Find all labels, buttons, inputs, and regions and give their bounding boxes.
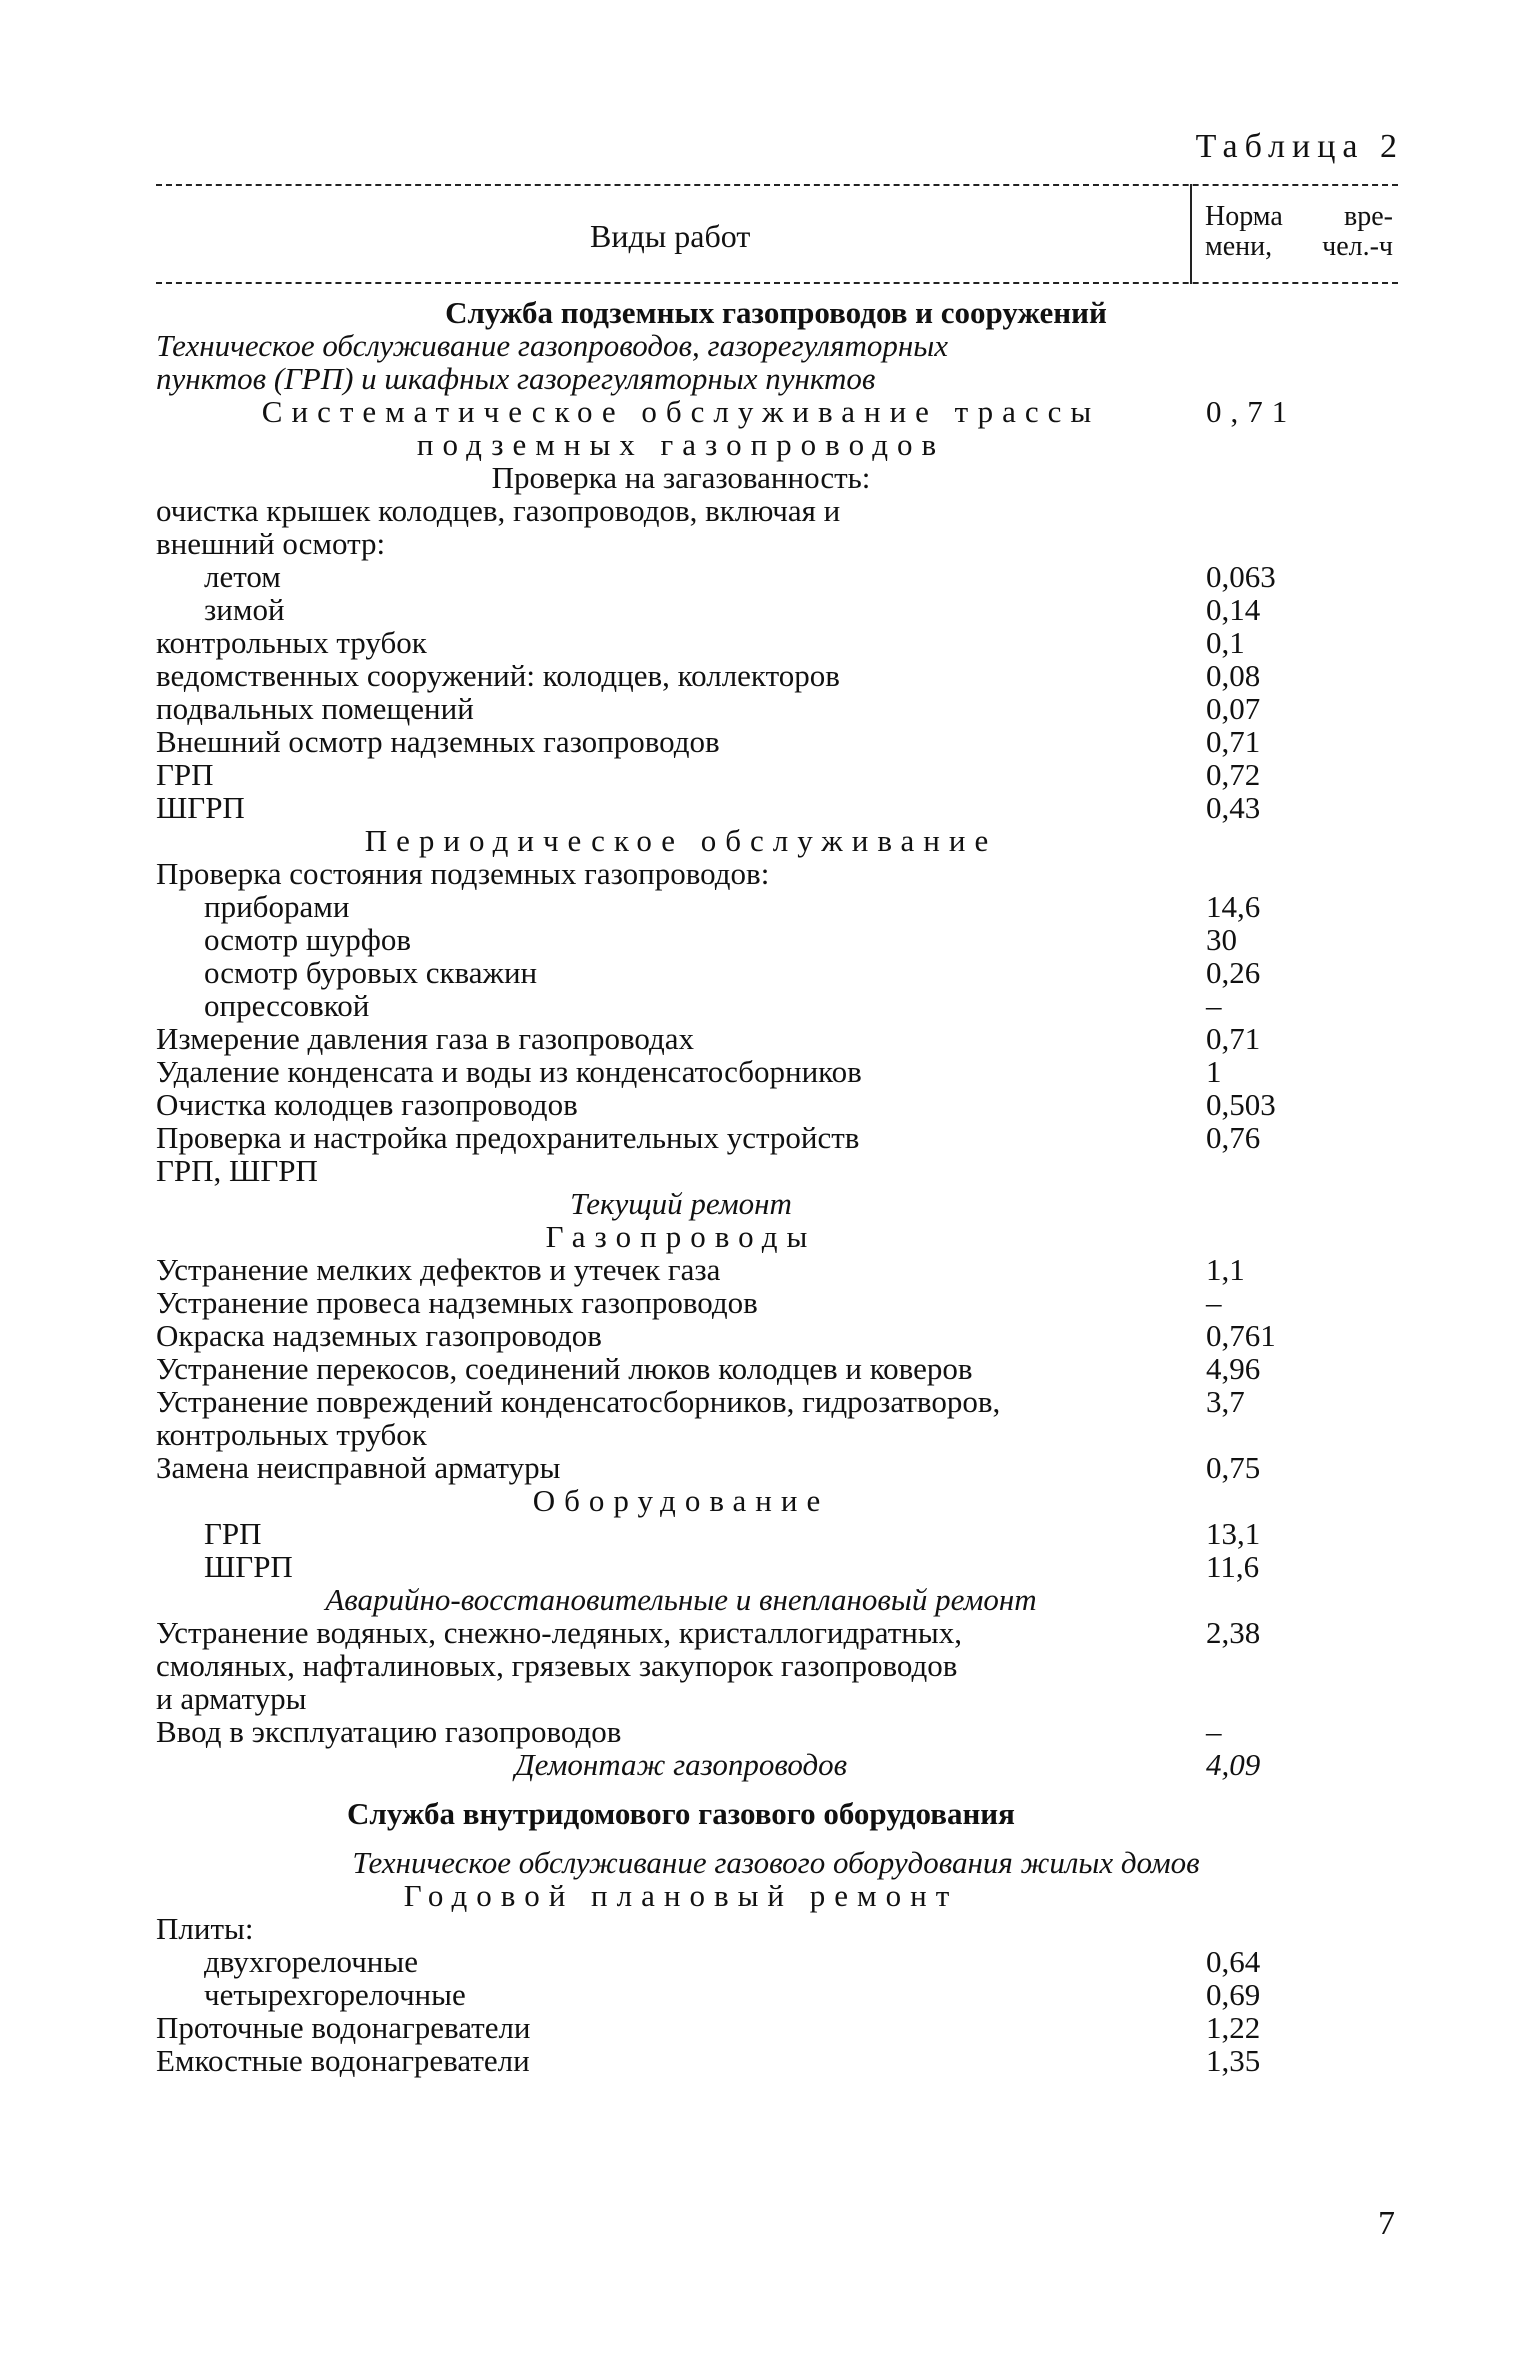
work-description: Газопроводы xyxy=(545,1219,817,1254)
work-description: Периодическое обслуживание xyxy=(364,823,998,858)
table-row xyxy=(156,1945,1396,1978)
table-row xyxy=(156,824,1396,857)
work-description: контрольных трубок xyxy=(156,1417,427,1452)
time-norm-value: 30 xyxy=(1206,922,1237,957)
table-row xyxy=(156,2011,1396,2044)
time-norm-value: – xyxy=(1206,1285,1222,1320)
table-row xyxy=(156,1517,1396,1550)
time-norm-value: 0,75 xyxy=(1206,1450,1261,1485)
work-description: контрольных трубок xyxy=(156,625,427,660)
work-description: Техническое обслуживание газопроводов, газорегуляторных xyxy=(156,328,948,363)
table-row xyxy=(156,395,1396,428)
table-row xyxy=(156,1022,1396,1055)
table-row xyxy=(156,428,1396,461)
table-row xyxy=(156,296,1396,329)
table-title: Таблица 2 xyxy=(1195,128,1404,165)
time-norm-value: – xyxy=(1206,1714,1222,1749)
header-top-rule xyxy=(156,184,1398,186)
work-description: Проверка и настройка предохранительных устройств xyxy=(156,1120,860,1155)
table-row xyxy=(156,2044,1396,2077)
table-row xyxy=(156,1088,1396,1121)
work-description: подземных газопроводов xyxy=(416,427,946,462)
time-norm-value: 0,69 xyxy=(1206,1977,1261,2012)
time-norm-value: 1 xyxy=(1206,1054,1222,1089)
time-norm-value: 1,22 xyxy=(1206,2010,1261,2045)
work-description: Проверка состояния подземных газопроводов: xyxy=(156,856,770,891)
work-description: Оборудование xyxy=(532,1483,830,1518)
table-row xyxy=(156,1385,1396,1418)
table-row xyxy=(156,1352,1396,1385)
time-norm-value: 1,1 xyxy=(1206,1252,1245,1287)
work-description: пунктов (ГРП) и шкафных газорегуляторных пунктов xyxy=(156,361,876,396)
work-description: зимой xyxy=(204,592,285,627)
work-description: Устранение перекосов, соединений люков колодцев и коверов xyxy=(156,1351,973,1386)
table-row xyxy=(156,1715,1396,1748)
table-row xyxy=(156,890,1396,923)
header-norm-label xyxy=(1205,202,1393,262)
time-norm-value: 0,08 xyxy=(1206,658,1261,693)
table-row xyxy=(156,1220,1396,1253)
work-description: Годовой плановый ремонт xyxy=(403,1878,959,1913)
table-row xyxy=(156,1912,1396,1945)
table-row xyxy=(156,1121,1396,1154)
work-description: Окраска надземных газопроводов xyxy=(156,1318,602,1353)
time-norm-value: 0,063 xyxy=(1206,559,1276,594)
table-row xyxy=(156,626,1396,659)
table-row xyxy=(156,1451,1396,1484)
work-description: Устранение водяных, снежно-ледяных, кристаллогидратных, xyxy=(156,1615,962,1650)
table-body xyxy=(156,296,1396,2077)
work-description: Устранение повреждений конденсатосборников, гидрозатворов, xyxy=(156,1384,1001,1419)
work-description: ГРП, ШГРП xyxy=(156,1153,318,1188)
work-description: Служба внутридомового газового оборудования xyxy=(347,1796,1015,1831)
work-description: Проточные водонагреватели xyxy=(156,2010,531,2045)
table-row xyxy=(156,362,1396,395)
table-row xyxy=(156,1187,1396,1220)
table-row xyxy=(156,725,1396,758)
time-norm-value: 0,1 xyxy=(1206,625,1245,660)
work-description: Демонтаж газопроводов xyxy=(514,1747,848,1782)
work-description: Аварийно-восстановительные и внеплановый ремонт xyxy=(325,1582,1037,1617)
table-row xyxy=(156,1286,1396,1319)
time-norm-value: 2,38 xyxy=(1206,1615,1261,1650)
table-row xyxy=(156,857,1396,890)
work-description: опрессовкой xyxy=(204,988,370,1023)
table-row xyxy=(156,329,1396,362)
table-row xyxy=(156,461,1396,494)
time-norm-value: 0,71 xyxy=(1206,1021,1261,1056)
work-description: осмотр шурфов xyxy=(204,922,412,957)
work-description: смоляных, нафталиновых, грязевых закупорок газопроводов xyxy=(156,1648,958,1683)
time-norm-value: 0,761 xyxy=(1206,1318,1276,1353)
time-norm-value: 3,7 xyxy=(1206,1384,1245,1419)
time-norm-value: 0,503 xyxy=(1206,1087,1276,1122)
table-row xyxy=(156,791,1396,824)
time-norm-value: 0,71 xyxy=(1206,394,1297,429)
time-norm-value: 0,43 xyxy=(1206,790,1261,825)
time-norm-value: 1,35 xyxy=(1206,2043,1261,2078)
table-row xyxy=(156,989,1396,1022)
table-row xyxy=(156,1846,1396,1879)
table-row xyxy=(156,1583,1396,1616)
table-row xyxy=(156,1154,1396,1187)
work-description: Измерение давления газа в газопроводах xyxy=(156,1021,695,1056)
work-description: двухгорелочные xyxy=(204,1944,418,1979)
table-row xyxy=(156,1550,1396,1583)
header-works-label: Виды работ xyxy=(590,218,751,254)
header-column-divider xyxy=(1190,184,1192,284)
table-row xyxy=(156,1253,1396,1286)
time-norm-value: 0,64 xyxy=(1206,1944,1261,1979)
time-norm-value: – xyxy=(1206,988,1222,1023)
table-row xyxy=(156,659,1396,692)
work-description: ГРП xyxy=(156,757,214,792)
time-norm-value: 4,09 xyxy=(1206,1747,1261,1782)
table-row xyxy=(156,1484,1396,1517)
work-description: очистка крышек колодцев, газопроводов, включая и xyxy=(156,493,841,528)
work-description: Плиты: xyxy=(156,1911,254,1946)
header-norm-line2-a: мени, xyxy=(1205,231,1273,262)
work-description: Замена неисправной арматуры xyxy=(156,1450,561,1485)
work-description: Устранение провеса надземных газопроводов xyxy=(156,1285,758,1320)
table-row xyxy=(156,494,1396,527)
work-description: Ввод в эксплуатацию газопроводов xyxy=(156,1714,622,1749)
time-norm-value: 0,14 xyxy=(1206,592,1261,627)
work-description: ГРП xyxy=(204,1516,262,1551)
work-description: Устранение мелких дефектов и утечек газа xyxy=(156,1252,721,1287)
table-row xyxy=(156,1055,1396,1088)
work-description: Техническое обслуживание газового оборудования жилых домов xyxy=(352,1845,1200,1880)
time-norm-value: 0,26 xyxy=(1206,955,1261,990)
work-description: и арматуры xyxy=(156,1681,307,1716)
spacer-row xyxy=(156,1781,1396,1797)
time-norm-value: 0,72 xyxy=(1206,757,1261,792)
table-row xyxy=(156,923,1396,956)
table-row xyxy=(156,1682,1396,1715)
header-norm-line1-b: вре- xyxy=(1344,201,1393,232)
header-norm-line2-b: чел.-ч xyxy=(1322,231,1393,262)
spacer-row xyxy=(156,1830,1396,1846)
time-norm-value: 0,76 xyxy=(1206,1120,1261,1155)
work-description: подвальных помещений xyxy=(156,691,474,726)
work-description: осмотр буровых скважин xyxy=(204,955,538,990)
table-row xyxy=(156,1418,1396,1451)
work-description: четырехгорелочные xyxy=(204,1977,466,2012)
table-row xyxy=(156,593,1396,626)
work-description: Служба подземных газопроводов и сооружений xyxy=(445,295,1107,330)
work-description: летом xyxy=(204,559,281,594)
time-norm-value: 0,71 xyxy=(1206,724,1261,759)
time-norm-value: 11,6 xyxy=(1206,1549,1260,1584)
time-norm-value: 14,6 xyxy=(1206,889,1261,924)
work-description: Очистка колодцев газопроводов xyxy=(156,1087,578,1122)
header-bottom-rule xyxy=(156,282,1398,284)
table-row xyxy=(156,527,1396,560)
work-description: Внешний осмотр надземных газопроводов xyxy=(156,724,720,759)
page-number: 7 xyxy=(1378,2205,1395,2242)
work-description: Систематическое обслуживание трассы xyxy=(261,394,1101,429)
time-norm-value: 13,1 xyxy=(1206,1516,1261,1551)
work-description: Проверка на загазованность: xyxy=(491,460,871,495)
work-description: Емкостные водонагреватели xyxy=(156,2043,530,2078)
header-norm-line1-a: Норма xyxy=(1205,201,1283,232)
table-row xyxy=(156,1748,1396,1781)
table-row xyxy=(156,692,1396,725)
time-norm-value: 0,07 xyxy=(1206,691,1261,726)
work-description: ШГРП xyxy=(156,790,245,825)
table-row xyxy=(156,560,1396,593)
work-description: внешний осмотр: xyxy=(156,526,386,561)
time-norm-value: 4,96 xyxy=(1206,1351,1261,1386)
table-row xyxy=(156,1319,1396,1352)
work-description: Удаление конденсата и воды из конденсатосборников xyxy=(156,1054,862,1089)
table-row xyxy=(156,1797,1396,1830)
table-row xyxy=(156,956,1396,989)
table-row xyxy=(156,1616,1396,1649)
work-description: ШГРП xyxy=(204,1549,293,1584)
work-description: Текущий ремонт xyxy=(570,1186,792,1221)
work-description: приборами xyxy=(204,889,350,924)
table-row xyxy=(156,1879,1396,1912)
table-row xyxy=(156,1649,1396,1682)
table-row xyxy=(156,1978,1396,2011)
work-description: ведомственных сооружений: колодцев, коллекторов xyxy=(156,658,840,693)
table-row xyxy=(156,758,1396,791)
